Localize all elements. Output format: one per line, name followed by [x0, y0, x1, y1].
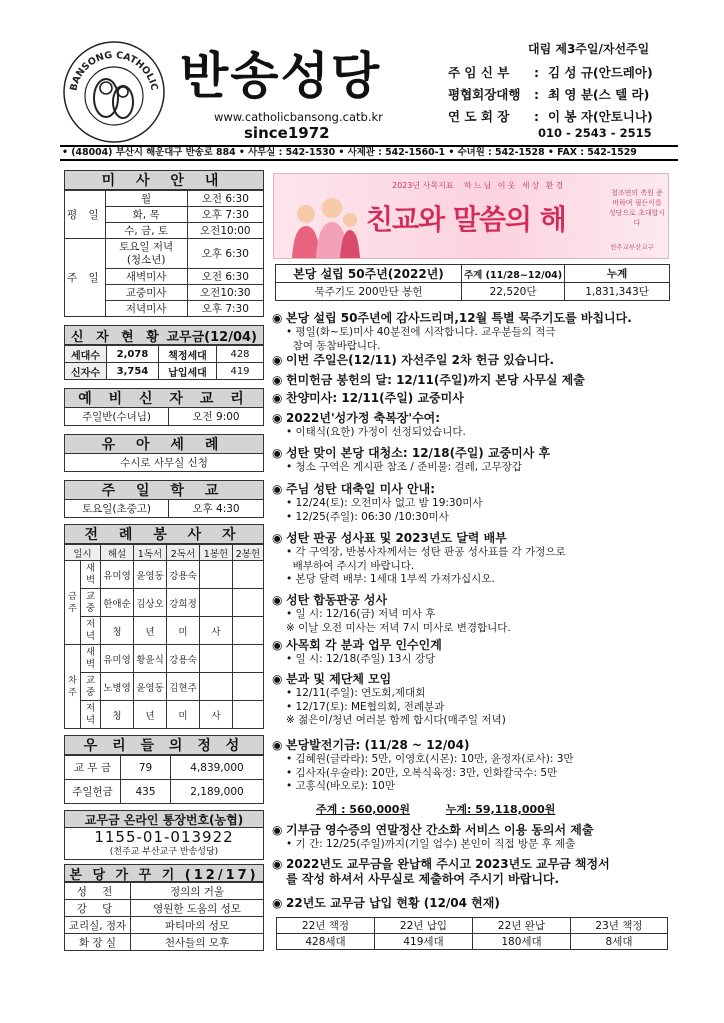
- staff-row: 연 도 회 장 : 이 봉 자(안토니나): [448, 109, 653, 124]
- sunday-label: 주 일: [65, 239, 106, 317]
- mass-table: 평 일 월 오전 6:30 화, 목 오후 7:30 수, 금, 토 오전10:00 주 일 토요일 저녁 (청소년) 오후 6:30 새벽미사 오전 6:30 교중미사 오전10:30 저녁미사 오후 7:30: [64, 190, 264, 317]
- fund-total: 주계 : 560,000원 누계: 59,118,000원: [316, 803, 556, 816]
- notice-title: ◉ 22년도 교무금 납입 현황 (12/04 현재): [272, 896, 500, 910]
- notice-title: ◉ 분과 및 제단체 모임: [272, 672, 392, 686]
- banner-top: 2023년 사목지표: [392, 181, 454, 190]
- banner-main: 친교와 말씀의 해: [366, 203, 566, 236]
- bullet-icon: ◉: [272, 353, 283, 367]
- notice-item: [272, 411, 718, 440]
- account-title: 교무금 온라인 통장번호(농협): [64, 810, 264, 828]
- notice-detail: • 각 구역장, 반봉사자께서는 성탄 판공 성사표를 각 가정으로: [286, 546, 566, 558]
- notice-title: ◉ 성탄 맞이 본당 대청소: 12/18(주일) 교중미사 후: [272, 446, 551, 460]
- bullet-icon: ◉: [272, 672, 283, 686]
- notice-detail: • 일 시: 12/16(금) 저녁 미사 후: [286, 608, 436, 620]
- bullet-icon: ◉: [272, 896, 283, 910]
- notice-detail: 참여 동참바랍니다.: [286, 339, 381, 352]
- banner-side: 철조면의 축원 준비하며 필든이를 성당으로 초대합시다: [608, 189, 666, 227]
- decor-title: 본 당 가 꾸 기 (12/17): [64, 864, 264, 882]
- notice-title: ◉ 헌미헌금 봉헌의 달: 12/11(주일)까지 본당 사무실 제출: [272, 373, 585, 387]
- address-bar: • (48004) 부산시 해운대구 반송로 884 • 사무실 : 542-1530 • 사제관 : 542-1560-1 • 수녀원 : 542-1528 • FAX : 542-1529: [60, 145, 678, 161]
- notice-detail: • 본당 달력 배부: 1세대 1부씩 가져가십시오.: [286, 573, 495, 585]
- notice-title: ◉ 주님 성탄 대축일 미사 안내:: [272, 482, 436, 496]
- phone-number: 010 - 2543 - 2515: [538, 126, 652, 140]
- account-number: 1155-01-013922: [94, 828, 234, 846]
- believers-table: 세대수 2,078 책정세대 428 신자수 3,754 납입세대 419: [64, 345, 264, 380]
- since-year: since1972: [244, 124, 330, 142]
- prayer-table: 본당 설립 50주년(2022년) 주계 (11/28~12/04) 누계 묵주기도 200만단 봉헌 22,520단 1,831,343단: [275, 264, 670, 301]
- notice-title: ◉ 이번 주일은(12/11) 자선주일 2차 헌금 있습니다.: [272, 353, 555, 367]
- bullet-icon: ◉: [272, 593, 283, 607]
- bullet-icon: ◉: [272, 857, 283, 871]
- catechism-row: 주일반(수녀님) 오전 9:00: [64, 408, 264, 426]
- notice-title: ◉ 사목회 각 분과 업무 인수인계: [272, 638, 442, 652]
- church-seal: [62, 40, 166, 144]
- people-illustration: [286, 192, 360, 258]
- notice-title: ◉ 기부금 영수증의 연말정산 간소화 서비스 이용 동의서 제출: [272, 823, 594, 837]
- account-box: [64, 828, 264, 860]
- notice-detail: • 김사자(우술라): 20만, 오복식육정: 3만, 인화칼국수: 5만: [286, 766, 558, 779]
- bullet-icon: ◉: [272, 482, 283, 496]
- notice-title: ◉ 2022년'성가정 축복장'수여:: [272, 411, 441, 425]
- notice-detail: • 12/17(토): ME협의회, 전례분과: [286, 700, 445, 713]
- baptism-row: 수시로 사무실 신청: [64, 454, 264, 472]
- notice-item: [272, 593, 718, 635]
- notice-title: ◉ 성탄 합동판공 성사: [272, 593, 388, 607]
- weekday-label: 평 일: [65, 191, 106, 239]
- notice-item: [272, 446, 718, 475]
- notice-detail: • 평일(화~토)미사 40분전에 시작합니다. 교우분들의 적극: [286, 326, 556, 338]
- banner-org: 천주교부산교구: [610, 243, 654, 251]
- notice-item: [272, 672, 718, 728]
- notice-title: ◉ 성탄 판공 성사표 및 2023년도 달력 배부: [272, 531, 507, 545]
- notice-detail: • 일 시: 12/18(주일) 13시 강당: [286, 653, 436, 665]
- offering-table: 교 무 금 79 4,839,000 주일헌금 435 2,189,000: [64, 755, 264, 804]
- bullet-icon: ◉: [272, 823, 283, 837]
- believers-header: 신 자 현 황 교무금(12/04): [64, 325, 264, 345]
- notice-item: [272, 738, 718, 794]
- bullet-icon: ◉: [272, 446, 283, 460]
- notice-detail: 를 작성 하셔서 사무실로 제출하여 주시기 바랍니다.: [286, 872, 560, 886]
- notice-detail: • 12/11(주일): 연도회,제대회: [286, 687, 426, 699]
- baptism-title: 유 아 세 례: [64, 434, 264, 454]
- bullet-icon: ◉: [272, 391, 283, 405]
- notice-detail: • 이태식(요한) 가정이 선정되었습니다.: [286, 426, 466, 438]
- catechism-title: 예 비 신 자 교 리: [64, 388, 264, 408]
- notice-title: ◉ 찬양미사: 12/11(주일) 교중미사: [272, 391, 464, 405]
- notice-title: ◉ 본당 설립 50주년에 감사드리며,12월 특별 묵주기도를 바칩니다.: [272, 311, 632, 325]
- bullet-icon: ◉: [272, 373, 283, 387]
- decor-table: 성 전 정의의 거울 강 당 영원한 도움의 성모 교리실, 정자 파티마의 성모 화 장 실 천사들의 모후: [64, 882, 264, 951]
- notice-detail: • 기 간: 12/25(주일)까지(기일 엄수) 본인이 직접 방문 후 제출: [286, 838, 576, 850]
- account-owner: (천주교 부산교구 반송성당): [109, 847, 219, 857]
- notice-item: [272, 857, 718, 887]
- notice-item: [272, 373, 718, 388]
- church-title: 반송성당: [180, 47, 382, 105]
- offering-title: 우 리 들 의 정 성: [64, 735, 264, 755]
- notice-detail: 배부하여 주시기 바랍니다.: [286, 559, 415, 572]
- bullet-icon: ◉: [272, 411, 283, 425]
- notice-detail: • 청소 구역은 게시판 참조 / 준비물: 걸레, 고무장갑: [286, 461, 523, 473]
- liturgical-week: 대림 제3주일/자선주일: [528, 42, 650, 56]
- staff-row: 평협회장대행 : 최 영 분(스 텔 라): [448, 87, 650, 102]
- notice-title: ◉ 본당발전기금: (11/28 ~ 12/04): [272, 738, 470, 752]
- sunday-school-title: 주 일 학 교: [64, 480, 264, 500]
- servers-table: 일시 해설 1독서 2독서 1봉헌 2봉헌 금 주 새 벽 유미영 윤영동 강용숙 교 중 한애순 김상오 강희정 저 녁 청 년 미 사 차 주 새 벽 유미영 황윤식 강용숙 교 중 노병영 윤영동 김현주 저 녁 청 년 미 사: [64, 544, 264, 729]
- notice-detail: • 김혜원(글라라): 5만, 이영호(시몬): 10만, 윤정자(로사): 3만: [286, 753, 574, 765]
- notice-item: [272, 353, 718, 368]
- notice-title: ◉ 2022년도 교무금을 완납해 주시고 2023년도 교무금 책정서: [272, 857, 610, 871]
- notice-item: [272, 391, 718, 406]
- bullet-icon: ◉: [272, 638, 283, 652]
- bullet-icon: ◉: [272, 531, 283, 545]
- mass-title: 미 사 안 내: [64, 170, 264, 190]
- banner-motto: 하느님 이웃 세상 환경: [464, 181, 566, 190]
- svg-text:BANSONG CATHOLIC CHURCH: BANSONG CATHOLIC: [68, 49, 160, 92]
- notice-detail: • 12/25(주일): 06:30 /10:30미사: [286, 510, 449, 523]
- notice-detail: • 고홍식(바오로): 10만: [286, 780, 395, 792]
- notice-item: [272, 482, 718, 524]
- dues-table: 22년 책정 22년 납입 22년 완납 23년 책정 428세대 419세대 180세대 8세대: [276, 917, 668, 950]
- notice-item: [272, 311, 718, 353]
- notice-item: [272, 823, 718, 852]
- notice-detail: • 12/24(토): 오전미사 없고 밤 19:30미사: [286, 497, 483, 509]
- sunday-school-row: 토요일(초중고) 오후 4:30: [64, 500, 264, 518]
- staff-list: [448, 62, 653, 128]
- notice-item: [272, 896, 718, 911]
- bullet-icon: ◉: [272, 738, 283, 752]
- notice-detail: ※ 젊은이/청년 여러분 함께 합시다(매주일 저녁): [286, 714, 506, 726]
- left-column: [64, 170, 264, 951]
- notice-item: [272, 638, 718, 667]
- servers-title: 전 례 봉 사 자: [64, 524, 264, 544]
- website[interactable]: www.catholicbansong.catb.kr: [214, 110, 383, 124]
- staff-row: 주 임 신 부 : 김 성 규(안드레아): [448, 65, 653, 80]
- pastoral-banner: [273, 173, 669, 259]
- notice-detail: ※ 이날 오전 미사는 저녁 7시 미사로 변경합니다.: [286, 621, 511, 634]
- bullet-icon: ◉: [272, 311, 283, 325]
- notice-item: [272, 531, 718, 587]
